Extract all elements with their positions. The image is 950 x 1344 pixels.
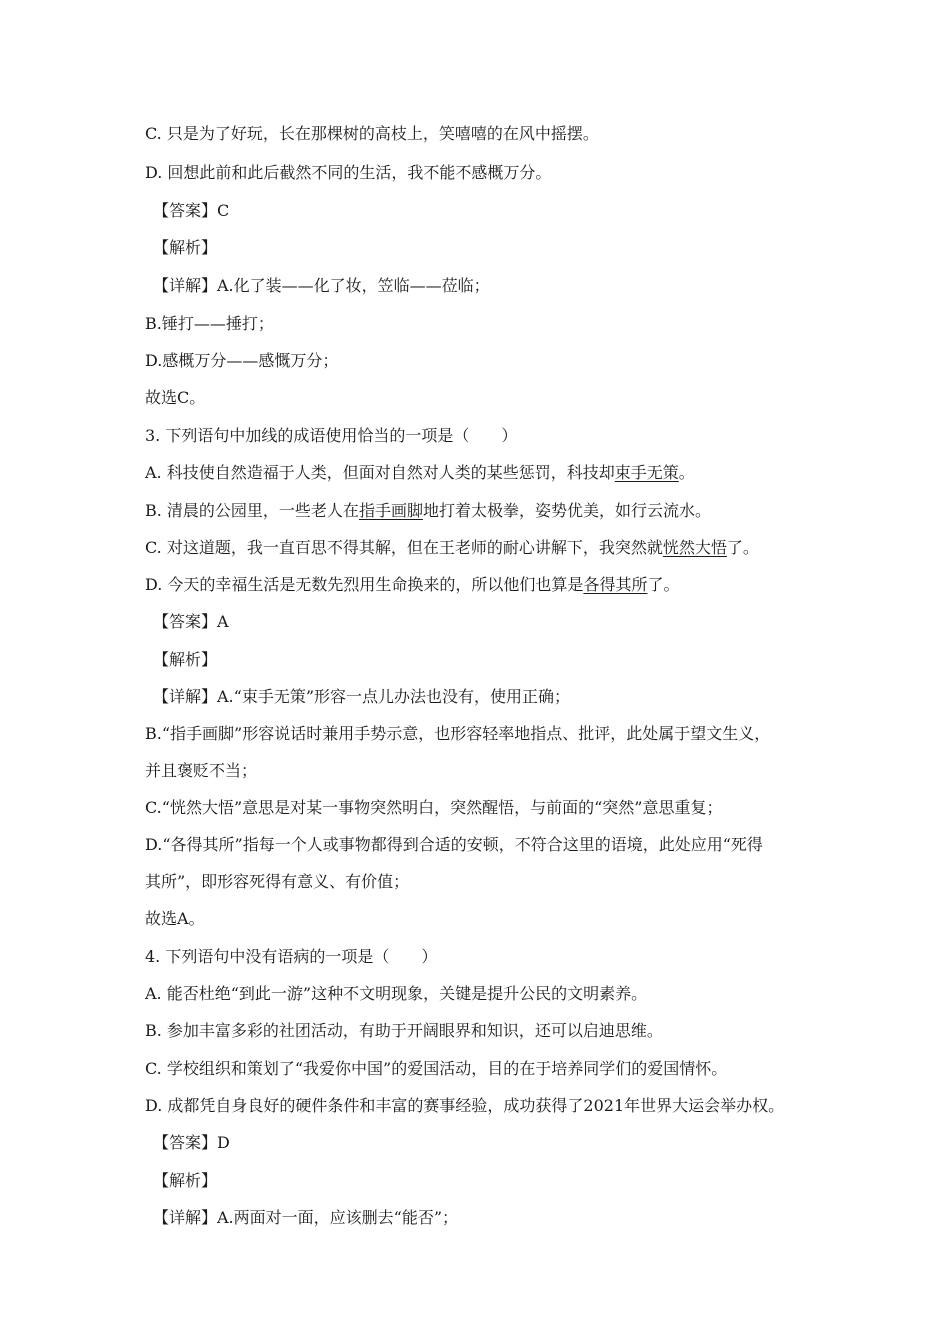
detail-line: 【详解】A.“束手无策”形容一点儿办法也没有，使用正确；	[153, 687, 571, 706]
q3-option-a: A. 科技使自然造福于人类，但面对自然对人类的某些惩罚，科技却束手无策。	[145, 463, 695, 482]
q4-option-b: B. 参加丰富多彩的社团活动，有助于开阔眼界和知识，还可以启迪思维。	[145, 1021, 663, 1040]
analysis-heading: 【解析】	[153, 650, 218, 669]
detail-line: B.锤打——捶打；	[145, 314, 274, 333]
underlined-idiom: 各得其所	[583, 575, 648, 594]
q3-option-c: C. 对这道题，我一直百思不得其解，但在王老师的耐心讲解下，我突然就恍然大悟了。	[145, 538, 759, 557]
q4-option-d: D. 成都凭自身良好的硬件条件和丰富的赛事经验，成功获得了2021年世界大运会举办权。	[145, 1096, 785, 1115]
choice-line: 故选C。	[145, 388, 206, 407]
detail-line: D.“各得其所”指每一个人或事物都得到合适的安顿，不符合这里的语境，此处应用“死得	[145, 835, 763, 854]
choice-line: 故选A。	[145, 909, 205, 928]
detail-line: C.“恍然大悟”意思是对某一事物突然明白，突然醒悟，与前面的“突然”意思重复；	[145, 798, 723, 817]
option-d-line: D. 回想此前和此后截然不同的生活，我不能不感概万分。	[145, 163, 552, 182]
answer-line: 【答案】C	[153, 201, 230, 220]
underlined-idiom: 束手无策	[614, 463, 679, 482]
answer-line: 【答案】D	[153, 1133, 230, 1152]
analysis-heading: 【解析】	[153, 238, 218, 257]
underlined-idiom: 恍然大悟	[662, 538, 727, 557]
q3-option-d: D. 今天的幸福生活是无数先烈用生命换来的，所以他们也算是各得其所了。	[145, 575, 680, 594]
q4-option-a: A. 能否杜绝“到此一游”这种不文明现象，关键是提升公民的文明素养。	[145, 984, 648, 1003]
q4-option-c: C. 学校组织和策划了“我爱你中国”的爱国活动，目的在于培养同学们的爱国情怀。	[145, 1059, 728, 1078]
option-c-line: C. 只是为了好玩，长在那棵树的高枝上，笑嘻嘻的在风中摇摆。	[145, 124, 599, 143]
detail-line: B.“指手画脚”形容说话时兼用手势示意，也形容轻率地指点、批评，此处属于望文生义，	[145, 724, 771, 743]
q3-option-b: B. 清晨的公园里，一些老人在指手画脚地打着太极拳，姿势优美，如行云流水。	[145, 501, 711, 520]
detail-line: 【详解】A.两面对一面，应该删去“能否”；	[153, 1208, 459, 1227]
analysis-heading: 【解析】	[153, 1171, 218, 1190]
answer-line: 【答案】A	[153, 612, 229, 631]
detail-line: 并且褒贬不当；	[145, 761, 258, 780]
detail-line: 【详解】A.化了装——化了妆，笠临——莅临；	[153, 276, 490, 295]
detail-line: D.感概万分——感慨万分；	[145, 351, 339, 370]
detail-line: 其所”，即形容死得有意义、有价值；	[145, 872, 410, 891]
underlined-idiom: 指手画脚	[358, 501, 423, 520]
question-4-stem: 4. 下列语句中没有语病的一项是（ ）	[145, 947, 438, 966]
question-3-stem: 3. 下列语句中加线的成语使用恰当的一项是（ ）	[145, 426, 518, 445]
